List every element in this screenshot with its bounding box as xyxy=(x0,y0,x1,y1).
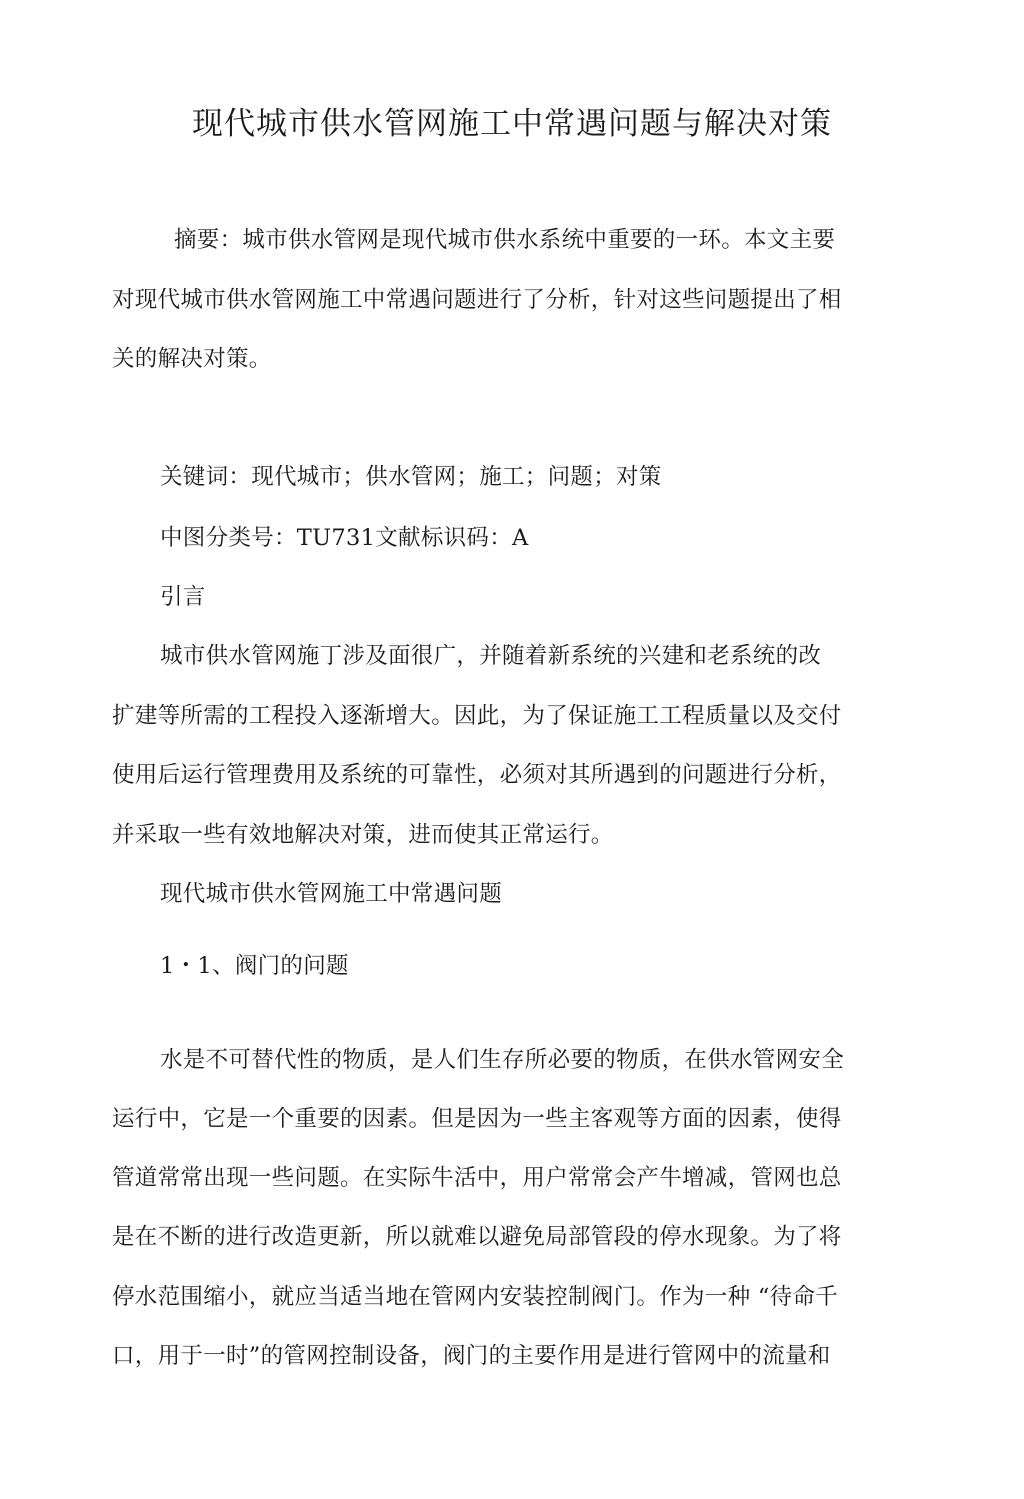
abstract-line-2: 对现代城市供水管网施工中常遇问题进行了分析，针对这些问题提出了相 xyxy=(112,287,842,313)
keywords-line: 关键词：现代城市；供水管网；施工；问题；对策 xyxy=(160,464,662,490)
intro-line-4: 并采取一些有效地解决对策，进而使其正常运行。 xyxy=(112,822,614,848)
body-line-4: 是在不断的进行改造更新，所以就难以避免局部管段的停水现象。为了将 xyxy=(112,1224,842,1250)
subsection-heading: 1・1、阀门的问题 xyxy=(160,953,349,979)
body-line-5: 停水范围缩小，就应当适当地在管网内安装控制阀门。作为一种 “待命千 xyxy=(112,1284,839,1310)
classification-line: 中图分类号：TU731文献标识码：A xyxy=(160,525,529,551)
intro-heading: 引言 xyxy=(160,584,206,610)
intro-line-2: 扩建等所需的工程投入逐渐增大。因此，为了保证施工工程质量以及交付 xyxy=(112,703,842,729)
abstract-line-3: 关的解决对策。 xyxy=(112,346,272,372)
abstract-line-1: 摘要：城市供水管网是现代城市供水系统中重要的一环。本文主要 xyxy=(174,227,836,253)
body-line-6: 口，用于一时”的管网控制设备，阀门的主要作用是进行管网中的流量和 xyxy=(112,1343,831,1369)
section-heading: 现代城市供水管网施工中常遇问题 xyxy=(160,881,503,907)
intro-line-1: 城市供水管网施丁涉及面很广，并随着新系统的兴建和老系统的改 xyxy=(160,643,822,669)
body-line-3: 管道常常出现一些问题。在实际牛活中，用户常常会产牛增减，管网也总 xyxy=(112,1165,842,1191)
document-title: 现代城市供水管网施工中常遇问题与解决对策 xyxy=(192,106,832,142)
body-line-2: 运行中，它是一个重要的因素。但是因为一些主客观等方面的因素，使得 xyxy=(112,1106,842,1132)
body-line-1: 水是不可替代性的物质，是人们生存所必要的物质，在供水管网安全 xyxy=(160,1047,845,1073)
intro-line-3: 使用后运行管理费用及系统的可靠性，必须对其所遇到的问题进行分析， xyxy=(112,762,842,788)
